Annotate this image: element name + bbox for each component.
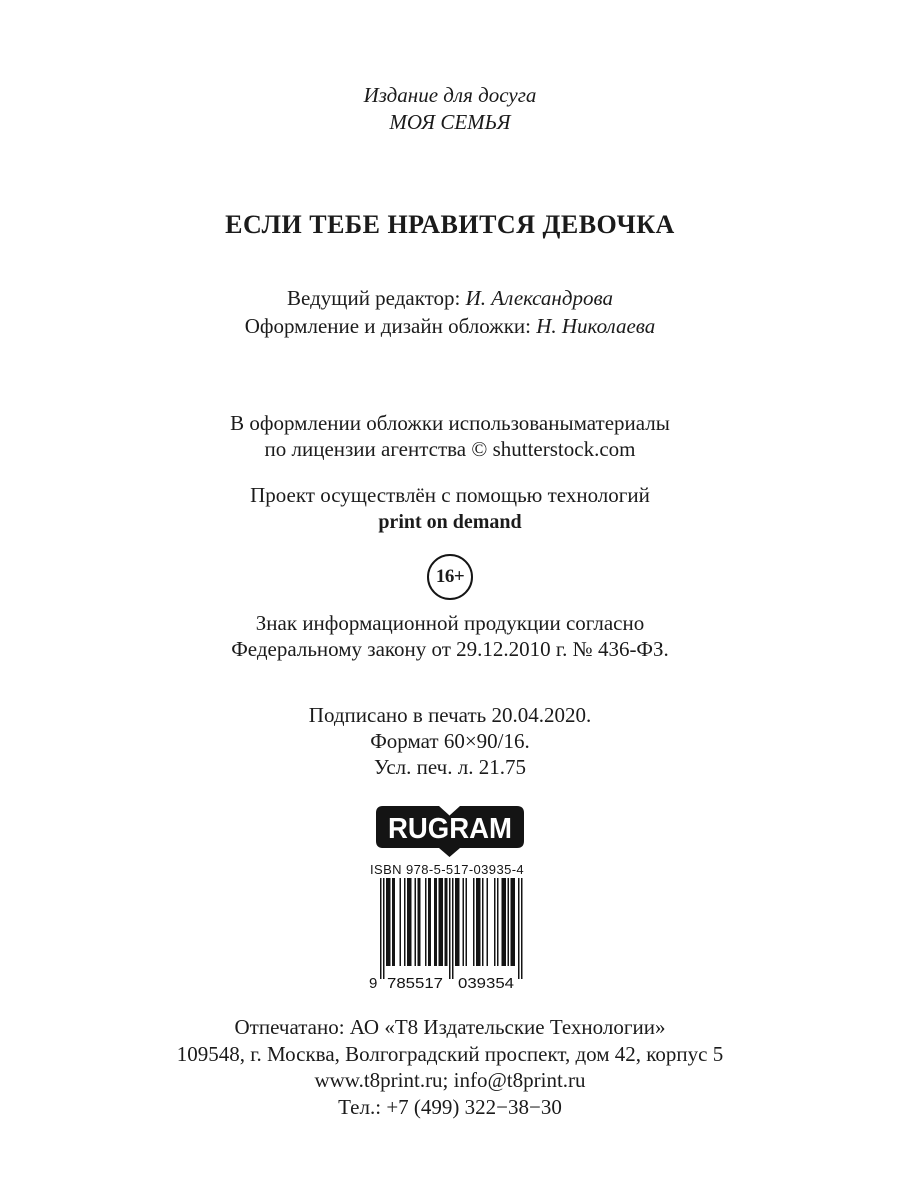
- book-title: ЕСЛИ ТЕБЕ НРАВИТСЯ ДЕВОЧКА: [225, 210, 675, 239]
- printer-web-line: www.t8print.ru; info@t8print.ru: [314, 1068, 586, 1092]
- cover-materials-line: по лицензии агентства © shutterstock.com: [264, 437, 636, 461]
- publisher-logo-wrap: [0, 802, 900, 858]
- printed-by-block: [0, 1014, 900, 1120]
- cover-materials-line: В оформлении обложки использованыматериалы: [230, 411, 670, 435]
- format-line: Формат 60×90/16.: [370, 729, 530, 753]
- series-name: МОЯ СЕМЬЯ: [389, 110, 511, 134]
- age-law-block: [0, 610, 900, 662]
- isbn-number: ISBN 978-5-517-03935-4: [370, 862, 525, 877]
- age-law-line: Федеральному закону от 29.12.2010 г. № 436-ФЗ.: [231, 637, 669, 661]
- printer-address-line: 109548, г. Москва, Волгоградский проспект, дом 42, корпус 5: [176, 1041, 724, 1066]
- credit-label: Ведущий редактор:: [287, 286, 461, 310]
- printer-name-line: Отпечатано: АО «Т8 Издательские Технологии»: [234, 1015, 666, 1039]
- credit-line-editor: [0, 284, 900, 312]
- credit-label: Оформление и дизайн обложки:: [244, 314, 531, 338]
- svg-text:9: 9: [369, 975, 378, 990]
- svg-text:039354: 039354: [458, 975, 514, 990]
- technology-line: Проект осуществлён с помощью технологий: [250, 483, 650, 507]
- age-rating-badge: 16+: [427, 554, 473, 600]
- edition-type: Издание для досуга: [363, 83, 537, 107]
- cover-materials-block: [0, 410, 900, 462]
- print-details-block: [0, 702, 900, 780]
- credit-name: И. Александрова: [465, 286, 613, 310]
- technology-block: [0, 482, 900, 536]
- rugram-logo-text: RUGRAM: [388, 813, 512, 845]
- age-law-line: Знак информационной продукции согласно: [255, 611, 645, 635]
- svg-text:785517: 785517: [387, 975, 443, 990]
- credits-block: [0, 284, 900, 340]
- ean13-barcode: [369, 878, 531, 990]
- printer-phone-line: Тел.: +7 (499) 322−38−30: [338, 1094, 562, 1119]
- rugram-logo: [375, 802, 525, 858]
- print-on-demand-label: print on demand: [378, 511, 522, 533]
- credit-name: Н. Николаева: [536, 314, 656, 338]
- series-block: [0, 0, 900, 136]
- age-rating-wrap: [0, 554, 900, 600]
- sheets-line: Усл. печ. л. 21.75: [374, 755, 526, 779]
- isbn-block: [369, 862, 531, 990]
- credit-line-design: [0, 312, 900, 340]
- print-date-line: Подписано в печать 20.04.2020.: [308, 703, 592, 727]
